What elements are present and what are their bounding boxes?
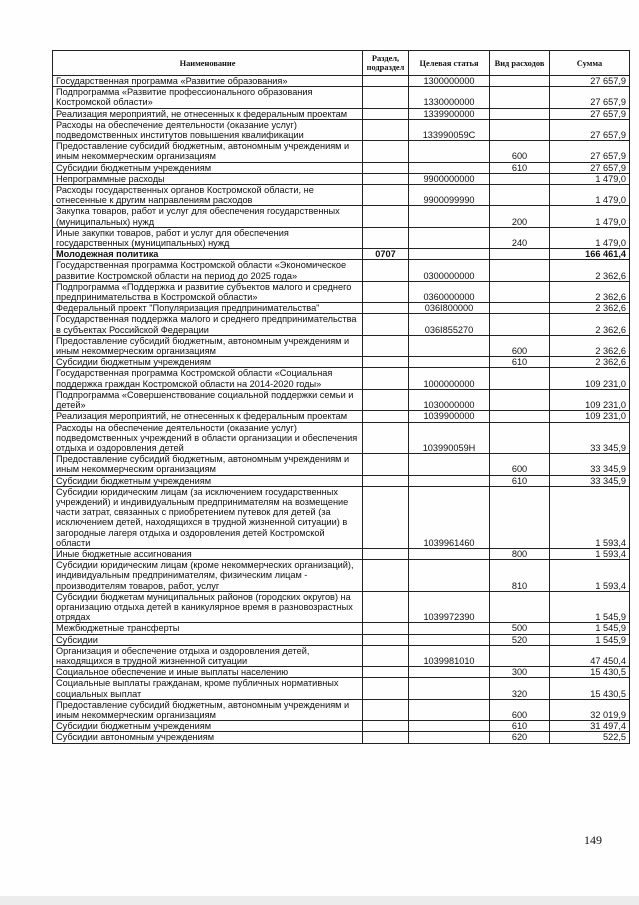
- cell-target-article: [409, 249, 490, 260]
- cell-section: [363, 119, 409, 140]
- cell-section: [363, 699, 409, 720]
- cell-target-article: 036I800000: [409, 303, 490, 314]
- cell-name: Предоставление субсидий бюджетным, автономным учреждениям и иным некоммерческим организациям: [53, 454, 363, 475]
- cell-name: Молодежная политика: [53, 249, 363, 260]
- cell-section: [363, 303, 409, 314]
- cell-expense-type: 610: [490, 475, 550, 486]
- cell-expense-type: [490, 76, 550, 87]
- cell-section: [363, 389, 409, 410]
- cell-name: Организация и обеспечение отдыха и оздоровления детей, находящихся в трудной жизненной ситуации: [53, 645, 363, 666]
- table-row: [53, 389, 630, 410]
- cell-section: [363, 732, 409, 743]
- table-body: [53, 76, 630, 744]
- cell-sum: 1 593,4: [550, 560, 630, 592]
- cell-name: Подпрограмма «Развитие профессионального образования Костромской области»: [53, 87, 363, 108]
- cell-expense-type: 500: [490, 623, 550, 634]
- table-row: [53, 173, 630, 184]
- cell-name: Субсидии юридическим лицам (кроме некоммерческих организаций), индивидуальным предпринимателям, физическим лицам - производителям товаров, работ, услуг: [53, 560, 363, 592]
- cell-sum: 2 362,6: [550, 335, 630, 356]
- cell-target-article: 9900099990: [409, 185, 490, 206]
- cell-expense-type: 610: [490, 162, 550, 173]
- cell-sum: 27 657,9: [550, 76, 630, 87]
- cell-name: Государственная программа «Развитие образования»: [53, 76, 363, 87]
- cell-sum: 33 345,9: [550, 454, 630, 475]
- cell-section: [363, 634, 409, 645]
- cell-expense-type: 810: [490, 560, 550, 592]
- header-target: Целевая статья: [409, 51, 490, 76]
- cell-section: [363, 591, 409, 623]
- cell-target-article: [409, 560, 490, 592]
- cell-section: [363, 357, 409, 368]
- cell-sum: 1 479,0: [550, 227, 630, 248]
- cell-target-article: [409, 634, 490, 645]
- cell-sum: 109 231,0: [550, 368, 630, 389]
- table-row: [53, 260, 630, 281]
- cell-section: [363, 623, 409, 634]
- cell-expense-type: [490, 119, 550, 140]
- cell-sum: 2 362,6: [550, 281, 630, 302]
- table-row: [53, 335, 630, 356]
- table-row: [53, 206, 630, 227]
- cell-name: Иные бюджетные ассигнования: [53, 548, 363, 559]
- table-row: [53, 411, 630, 422]
- cell-sum: 27 657,9: [550, 108, 630, 119]
- cell-section: [363, 486, 409, 548]
- table-row: [53, 227, 630, 248]
- cell-section: [363, 206, 409, 227]
- table-row: [53, 303, 630, 314]
- cell-expense-type: 600: [490, 699, 550, 720]
- header-section: Раздел, подраздел: [363, 51, 409, 76]
- cell-name: Государственная программа Костромской области «Социальная поддержка граждан Костромской области на 2014-2020 годы»: [53, 368, 363, 389]
- cell-target-article: [409, 162, 490, 173]
- budget-table: [52, 50, 630, 744]
- cell-sum: 2 362,6: [550, 357, 630, 368]
- cell-section: [363, 667, 409, 678]
- cell-sum: 2 362,6: [550, 303, 630, 314]
- table-row: [53, 634, 630, 645]
- cell-name: Реализация мероприятий, не отнесенных к федеральным проектам: [53, 108, 363, 119]
- cell-expense-type: 600: [490, 141, 550, 162]
- cell-expense-type: [490, 368, 550, 389]
- cell-expense-type: 620: [490, 732, 550, 743]
- table-row: [53, 732, 630, 743]
- cell-sum: 33 345,9: [550, 475, 630, 486]
- table-row: [53, 119, 630, 140]
- cell-target-article: [409, 454, 490, 475]
- cell-sum: 1 545,9: [550, 634, 630, 645]
- cell-sum: 1 479,0: [550, 173, 630, 184]
- cell-expense-type: 610: [490, 721, 550, 732]
- cell-expense-type: 200: [490, 206, 550, 227]
- cell-sum: 15 430,5: [550, 667, 630, 678]
- cell-target-article: 1039900000: [409, 411, 490, 422]
- cell-name: Государственная поддержка малого и среднего предпринимательства в субъектах Российской Федерации: [53, 314, 363, 335]
- cell-expense-type: [490, 185, 550, 206]
- cell-sum: 27 657,9: [550, 119, 630, 140]
- cell-section: [363, 422, 409, 454]
- header-expense-type: Вид расходов: [490, 51, 550, 76]
- cell-sum: 31 497,4: [550, 721, 630, 732]
- cell-target-article: [409, 667, 490, 678]
- cell-expense-type: 520: [490, 634, 550, 645]
- cell-target-article: [409, 678, 490, 699]
- cell-sum: 27 657,9: [550, 162, 630, 173]
- table-row: [53, 76, 630, 87]
- cell-expense-type: [490, 173, 550, 184]
- cell-name: Субсидии бюджетным учреждениям: [53, 162, 363, 173]
- cell-name: Межбюджетные трансферты: [53, 623, 363, 634]
- cell-section: [363, 185, 409, 206]
- cell-sum: 2 362,6: [550, 260, 630, 281]
- cell-expense-type: [490, 591, 550, 623]
- cell-sum: 27 657,9: [550, 141, 630, 162]
- cell-section: [363, 368, 409, 389]
- cell-sum: 1 479,0: [550, 206, 630, 227]
- table-row: [53, 548, 630, 559]
- table-row: [53, 162, 630, 173]
- cell-name: Реализация мероприятий, не отнесенных к федеральным проектам: [53, 411, 363, 422]
- page-number: 149: [584, 833, 602, 847]
- cell-target-article: 1039972390: [409, 591, 490, 623]
- cell-expense-type: [490, 411, 550, 422]
- cell-section: 0707: [363, 249, 409, 260]
- cell-section: [363, 411, 409, 422]
- cell-sum: 109 231,0: [550, 411, 630, 422]
- cell-name: Иные закупки товаров, работ и услуг для обеспечения государственных (муниципальных) нужд: [53, 227, 363, 248]
- cell-name: Государственная программа Костромской области «Экономическое развитие Костромской области на период до 2025 года»: [53, 260, 363, 281]
- cell-target-article: 1039981010: [409, 645, 490, 666]
- cell-target-article: [409, 548, 490, 559]
- table-row: [53, 560, 630, 592]
- cell-target-article: 0360000000: [409, 281, 490, 302]
- table-row: [53, 475, 630, 486]
- cell-name: Непрограммные расходы: [53, 173, 363, 184]
- cell-target-article: 0300000000: [409, 260, 490, 281]
- cell-name: Предоставление субсидий бюджетным, автономным учреждениям и иным некоммерческим организациям: [53, 699, 363, 720]
- cell-expense-type: 600: [490, 454, 550, 475]
- cell-expense-type: 800: [490, 548, 550, 559]
- cell-name: Субсидии бюджетным учреждениям: [53, 357, 363, 368]
- cell-expense-type: [490, 281, 550, 302]
- cell-sum: 522,5: [550, 732, 630, 743]
- cell-target-article: [409, 699, 490, 720]
- cell-section: [363, 314, 409, 335]
- cell-section: [363, 678, 409, 699]
- cell-target-article: 1000000000: [409, 368, 490, 389]
- cell-section: [363, 141, 409, 162]
- cell-target-article: [409, 206, 490, 227]
- cell-target-article: [409, 141, 490, 162]
- cell-sum: 109 231,0: [550, 389, 630, 410]
- table-row: [53, 357, 630, 368]
- cell-name: Федеральный проект "Популяризация предпринимательства": [53, 303, 363, 314]
- table-row: [53, 141, 630, 162]
- cell-name: Подпрограмма «Поддержка и развитие субъектов малого и среднего предпринимательства в Костромской области»: [53, 281, 363, 302]
- cell-section: [363, 560, 409, 592]
- cell-name: Подпрограмма «Совершенствование социальной поддержки семьи и детей»: [53, 389, 363, 410]
- cell-section: [363, 162, 409, 173]
- cell-expense-type: [490, 422, 550, 454]
- table-row: [53, 645, 630, 666]
- cell-target-article: [409, 623, 490, 634]
- scan-bottom-edge: [0, 896, 639, 905]
- cell-expense-type: 240: [490, 227, 550, 248]
- cell-sum: 1 545,9: [550, 591, 630, 623]
- cell-section: [363, 108, 409, 119]
- table-row: [53, 721, 630, 732]
- cell-section: [363, 721, 409, 732]
- cell-name: Социальное обеспечение и иные выплаты населению: [53, 667, 363, 678]
- cell-section: [363, 76, 409, 87]
- table-row: [53, 249, 630, 260]
- header-sum: Сумма: [550, 51, 630, 76]
- cell-section: [363, 260, 409, 281]
- cell-name: Предоставление субсидий бюджетным, автономным учреждениям и иным некоммерческим организациям: [53, 335, 363, 356]
- table-row: [53, 486, 630, 548]
- cell-expense-type: 600: [490, 335, 550, 356]
- table-row: [53, 454, 630, 475]
- cell-target-article: 1339900000: [409, 108, 490, 119]
- cell-target-article: 9900000000: [409, 173, 490, 184]
- cell-expense-type: [490, 645, 550, 666]
- table-row: [53, 667, 630, 678]
- cell-name: Субсидии: [53, 634, 363, 645]
- cell-section: [363, 87, 409, 108]
- cell-target-article: [409, 227, 490, 248]
- cell-expense-type: [490, 249, 550, 260]
- cell-expense-type: [490, 486, 550, 548]
- table-row: [53, 185, 630, 206]
- cell-section: [363, 548, 409, 559]
- cell-expense-type: [490, 314, 550, 335]
- table-row: [53, 591, 630, 623]
- cell-sum: 1 479,0: [550, 185, 630, 206]
- cell-section: [363, 454, 409, 475]
- cell-name: Расходы на обеспечение деятельности (оказание услуг) подведомственных учреждений в области организации и обеспечения отдыха и оздоровления детей: [53, 422, 363, 454]
- cell-target-article: 1330000000: [409, 87, 490, 108]
- cell-section: [363, 645, 409, 666]
- cell-expense-type: [490, 87, 550, 108]
- table-row: [53, 368, 630, 389]
- table-row: [53, 108, 630, 119]
- cell-section: [363, 281, 409, 302]
- cell-target-article: 103990059H: [409, 422, 490, 454]
- cell-target-article: [409, 721, 490, 732]
- cell-section: [363, 227, 409, 248]
- cell-name: Закупка товаров, работ и услуг для обеспечения государственных (муниципальных) нужд: [53, 206, 363, 227]
- cell-target-article: 133990059C: [409, 119, 490, 140]
- table-row: [53, 422, 630, 454]
- cell-name: Расходы государственных органов Костромской области, не отнесенные к другим направлениям расходов: [53, 185, 363, 206]
- table-row: [53, 87, 630, 108]
- table-row: [53, 678, 630, 699]
- cell-section: [363, 173, 409, 184]
- table-row: [53, 699, 630, 720]
- cell-name: Субсидии бюджетным учреждениям: [53, 721, 363, 732]
- table-row: [53, 314, 630, 335]
- cell-name: Социальные выплаты гражданам, кроме публичных нормативных социальных выплат: [53, 678, 363, 699]
- cell-sum: 1 545,9: [550, 623, 630, 634]
- cell-expense-type: [490, 108, 550, 119]
- cell-sum: 15 430,5: [550, 678, 630, 699]
- cell-target-article: 1039961460: [409, 486, 490, 548]
- cell-expense-type: [490, 389, 550, 410]
- cell-name: Субсидии юридическим лицам (за исключением государственных учреждений) и индивидуальным предпринимателям на возмещение части затрат, связанных с приобретением путевок для детей (за исключением детей, находящихся в трудной жизненной ситуации) в загородные лагеря отдыха и оздоровления детей Костромской области: [53, 486, 363, 548]
- cell-expense-type: 320: [490, 678, 550, 699]
- cell-name: Субсидии автономным учреждениям: [53, 732, 363, 743]
- cell-sum: 1 593,4: [550, 548, 630, 559]
- cell-target-article: 1300000000: [409, 76, 490, 87]
- cell-sum: 27 657,9: [550, 87, 630, 108]
- cell-section: [363, 475, 409, 486]
- cell-section: [363, 335, 409, 356]
- header-name: Наименование: [53, 51, 363, 76]
- table-row: [53, 623, 630, 634]
- cell-name: Субсидии бюджетным учреждениям: [53, 475, 363, 486]
- cell-expense-type: 300: [490, 667, 550, 678]
- cell-name: Расходы на обеспечение деятельности (оказание услуг) подведомственных институтов повышения квалификации: [53, 119, 363, 140]
- cell-target-article: [409, 475, 490, 486]
- cell-target-article: 036I855270: [409, 314, 490, 335]
- cell-expense-type: 610: [490, 357, 550, 368]
- cell-expense-type: [490, 260, 550, 281]
- cell-sum: 33 345,9: [550, 422, 630, 454]
- cell-target-article: [409, 732, 490, 743]
- cell-name: Предоставление субсидий бюджетным, автономным учреждениям и иным некоммерческим организациям: [53, 141, 363, 162]
- cell-target-article: [409, 357, 490, 368]
- cell-name: Субсидии бюджетам муниципальных районов (городских округов) на организацию отдыха детей в каникулярное время в разновозрастных отрядах: [53, 591, 363, 623]
- cell-expense-type: [490, 303, 550, 314]
- cell-target-article: 1030000000: [409, 389, 490, 410]
- cell-sum: 2 362,6: [550, 314, 630, 335]
- cell-sum: 166 461,4: [550, 249, 630, 260]
- cell-sum: 47 450,4: [550, 645, 630, 666]
- table-row: [53, 281, 630, 302]
- cell-sum: 32 019,9: [550, 699, 630, 720]
- cell-sum: 1 593,4: [550, 486, 630, 548]
- cell-target-article: [409, 335, 490, 356]
- table-header-row: [53, 51, 630, 76]
